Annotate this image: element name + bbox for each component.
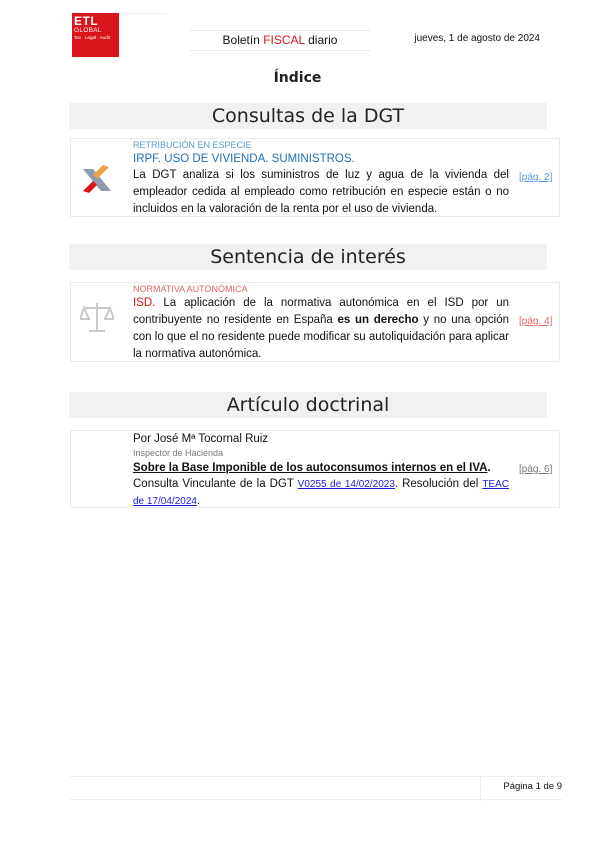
section-heading-consultas: Consultas de la DGT	[69, 103, 547, 129]
articulo-entry[interactable]	[70, 430, 560, 508]
page-ref-link[interactable]: [pág. 2]	[519, 172, 553, 183]
page-footer	[70, 776, 562, 800]
bulletin-title	[190, 30, 370, 51]
articulo-entry-body	[133, 431, 509, 510]
entry-text-before: La aplicación de la normativa autonómica en el ISD por un contribuyente no residente en España	[133, 297, 509, 326]
consulta-vinculante-link[interactable]: V0255 de 14/02/2023	[297, 479, 395, 490]
entry-category: NORMATIVA AUTONÓMICA	[133, 284, 248, 294]
sentencia-entry[interactable]	[70, 282, 560, 362]
page-number: Página 1 de 9	[503, 781, 562, 792]
section-heading-articulo: Artículo doctrinal	[69, 392, 547, 418]
author-name: Por José Mª Tocornal Ruiz	[133, 433, 269, 445]
logo-line-3: Tax · Legal · Audit	[74, 35, 111, 40]
tax-agency-logo-icon	[71, 139, 123, 218]
consulta-entry[interactable]	[70, 138, 560, 217]
index-title: Índice	[273, 70, 322, 86]
page-ref-link[interactable]: [pág. 4]	[519, 316, 553, 327]
footer-page-box	[480, 777, 562, 801]
scales-of-justice-icon	[71, 283, 123, 351]
entry-lead: ISD.	[133, 297, 156, 309]
entry-text-after: y no una opción con lo que el no residente puede modificar su autoliquidación para aplicar la normativa autonómica.	[133, 314, 510, 360]
logo-line-1: ETL	[74, 14, 99, 28]
entry-summary	[133, 295, 509, 363]
article-source-text-2: . Resolución del	[394, 478, 483, 490]
consulta-entry-body	[133, 139, 509, 218]
bulletin-title-accent: FISCAL	[263, 33, 305, 47]
section-heading-sentencia: Sentencia de interés	[69, 244, 547, 270]
article-source-text-1: Consulta Vinculante de la DGT	[133, 478, 298, 490]
bulletin-title-post: diario	[304, 33, 338, 47]
article-sources	[133, 476, 509, 510]
teac-resolution-link[interactable]: TEAC de 17/04/2024	[133, 479, 509, 507]
company-logo	[72, 13, 166, 57]
logo-white-block	[119, 13, 166, 57]
bulletin-date: jueves, 1 de agosto de 2024	[414, 33, 540, 44]
entry-category: RETRIBUCIÓN EN ESPECIE	[133, 140, 252, 150]
logo-line-2: GLOBAL	[74, 27, 102, 34]
entry-text-bold: es un derecho	[337, 314, 419, 326]
article-source-text-3: .	[196, 495, 201, 507]
article-title-end: .	[487, 462, 491, 474]
logo-red-block	[72, 13, 119, 57]
bulletin-title-pre: Boletín	[222, 33, 264, 47]
entry-headline: IRPF. USO DE VIVIENDA. SUMINISTROS.	[133, 153, 355, 165]
sentencia-entry-body	[133, 283, 509, 363]
article-title-line	[133, 460, 509, 476]
article-title[interactable]: Sobre la Base Imponible de los autoconsumos internos en el IVA	[133, 462, 488, 474]
page-ref-link[interactable]: [pág. 6]	[519, 464, 553, 475]
entry-summary: La DGT analiza si los suministros de luz y agua de la vivienda del empleador cedida al empleado como retribución en especie están o no incluidos en la valoración de la renta por el uso de vivienda.	[133, 169, 509, 215]
author-role: Inspector de Hacienda	[133, 448, 224, 458]
